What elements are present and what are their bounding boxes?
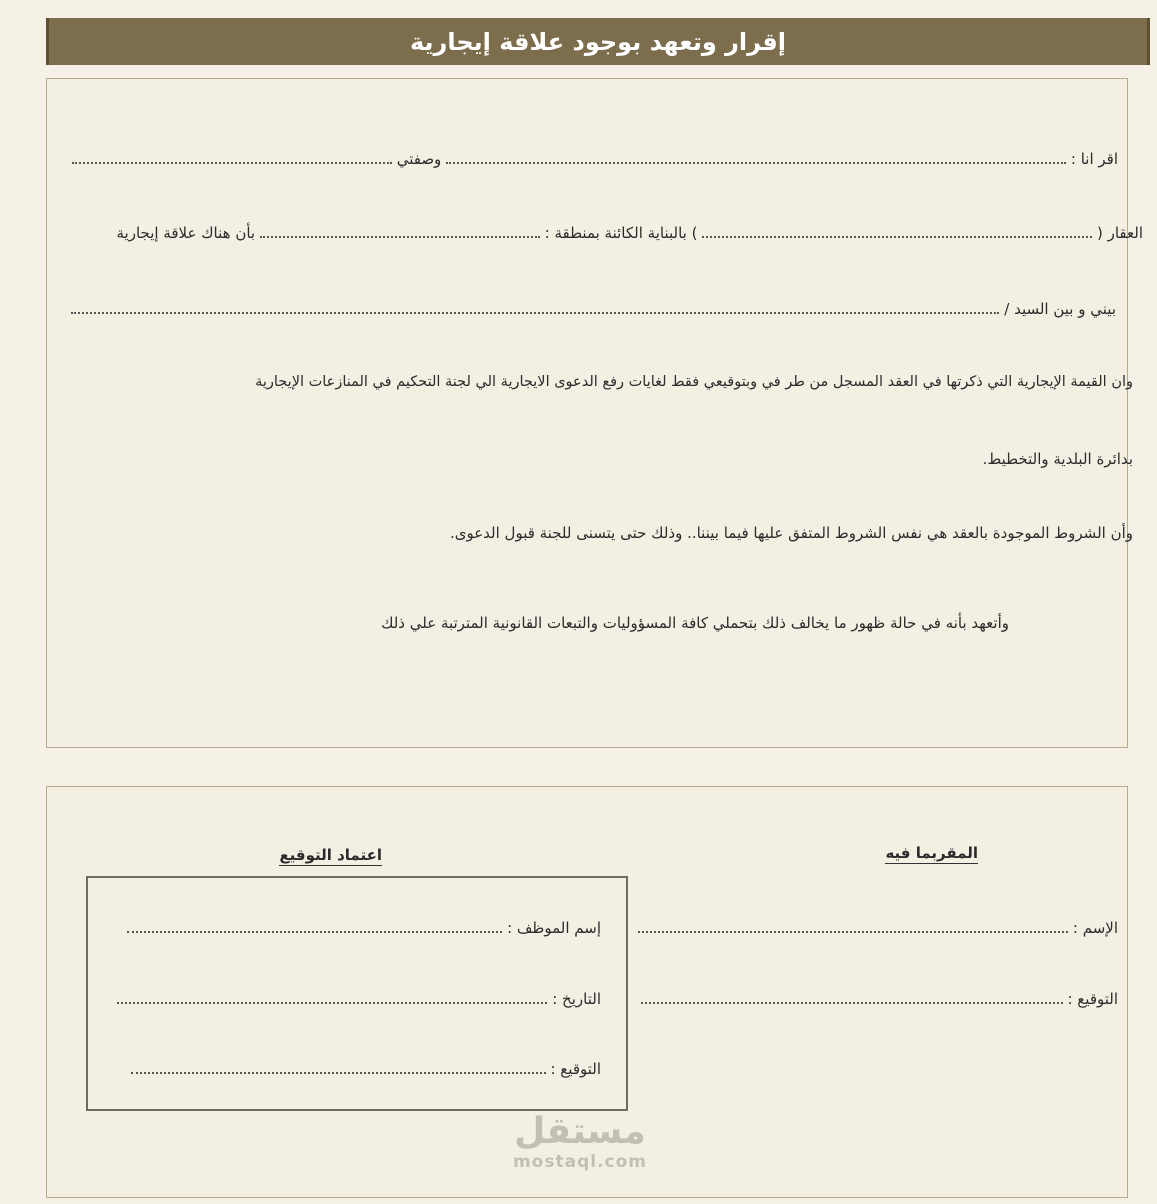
employee-name-label: إسم الموظف : <box>507 919 601 937</box>
building-label: ) بالبناية الكائنة بمنطقة : <box>544 224 698 242</box>
declarant-signature-row <box>641 990 1118 1008</box>
paragraph-rental-value: وان القيمة الإيجارية التي ذكرتها في العقد المسجل من طر في وبتوقيعي فقط لغايات رفع الدعوى الايجارية الي لجنة التحكيم في المنازعات الإيجارية <box>255 374 1133 390</box>
watermark-latin: mostaql.com <box>512 1152 648 1172</box>
date-row <box>117 990 601 1008</box>
other-party-label: بيني و بين السيد / <box>1004 300 1116 318</box>
signature-label: التوقيع : <box>1067 990 1118 1008</box>
paragraph-undertaking: وأتعهد بأنه في حالة ظهور ما يخالف ذلك بتحملي كافة المسؤوليات والتبعات القانونية المترتبة علي ذلك <box>381 614 1009 632</box>
area-field[interactable] <box>260 224 540 238</box>
other-party-line <box>71 300 1116 318</box>
declarant-section-title: المقربما فيه <box>885 844 978 862</box>
declarant-line <box>72 150 1118 168</box>
property-number-field[interactable] <box>702 224 1092 238</box>
date-label: التاريخ : <box>552 990 601 1008</box>
declarant-name-row <box>638 919 1118 937</box>
name-field[interactable] <box>638 919 1068 933</box>
declaration-panel <box>46 78 1128 748</box>
form-title: إقرار وتعهد بوجود علاقة إيجارية <box>409 27 787 56</box>
name-label: الإسم : <box>1072 919 1118 937</box>
watermark-arabic: مستقل <box>514 1111 646 1152</box>
employee-row <box>127 919 601 937</box>
verification-signature-label: التوقيع : <box>550 1060 601 1078</box>
declarant-name-field[interactable] <box>446 150 1066 164</box>
employee-name-field[interactable] <box>127 919 502 933</box>
capacity-field[interactable] <box>72 150 392 164</box>
relation-label: بأن هناك علاقة إيجارية <box>116 224 256 242</box>
form-title-bar <box>46 18 1150 65</box>
declarant-name-label: اقر انا : <box>1070 150 1118 168</box>
paragraph-conditions: وأن الشروط الموجودة بالعقد هي نفس الشروط المتفق عليها فيما بيننا.. وذلك حتى يتسنى للجنة قبول الدعوى. <box>449 524 1133 542</box>
date-field[interactable] <box>117 990 547 1004</box>
mostaql-watermark <box>500 1112 660 1172</box>
property-open-label: العقار ( <box>1097 224 1143 242</box>
signature-field[interactable] <box>641 990 1063 1004</box>
capacity-label: وصفتي <box>396 150 442 168</box>
verification-signature-field[interactable] <box>131 1060 546 1074</box>
verification-section-title: اعتماد التوقيع <box>279 846 382 864</box>
verification-signature-row <box>131 1060 601 1078</box>
paragraph-municipality: بدائرة البلدية والتخطيط. <box>982 450 1133 468</box>
property-line <box>116 224 1143 242</box>
other-party-field[interactable] <box>71 300 999 314</box>
